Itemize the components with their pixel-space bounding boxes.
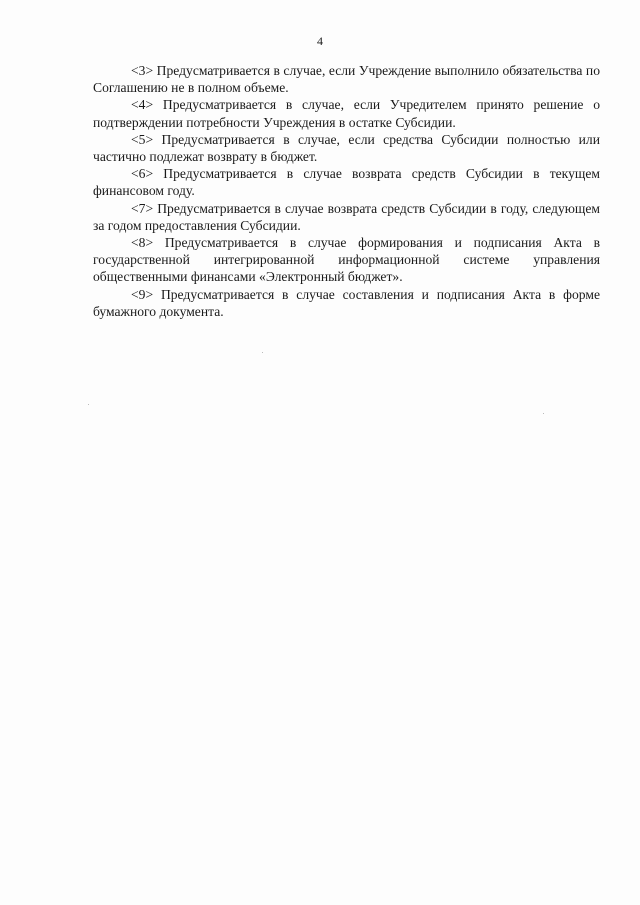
scan-speck [543,413,544,414]
footnote-5: <5> Предусматривается в случае, если средства Субсидии полностью или частично подлежат возврату в бюджет. [93,131,600,165]
footnote-7: <7> Предусматривается в случае возврата средств Субсидии в году, следующем за годом предоставления Субсидии. [93,200,600,233]
footnote-4: <4> Предусматривается в случае, если Учредителем принято решение о подтверждении потребности Учреждения в остатке Субсидии. [93,97,600,130]
footnote-3: <3> Предусматривается в случае, если Учреждение выполнило обязательства по Соглашению не в полном объеме. [93,63,600,96]
footnotes [93,62,600,320]
footnote-6: <6> Предусматривается в случае возврата средств Субсидии в текущем финансовом году. [93,166,600,199]
footnote-9: <9> Предусматривается в случае составления и подписания Акта в форме бумажного документа. [93,286,600,319]
scan-speck [262,352,263,353]
page-number: 4 [317,34,323,48]
scan-speck [88,404,89,405]
footnote-8: <8> Предусматривается в случае формирования и подписания Акта в государственной интегрированной информационной системе управления общественными финансами «Электронный бюджет». [93,235,600,285]
